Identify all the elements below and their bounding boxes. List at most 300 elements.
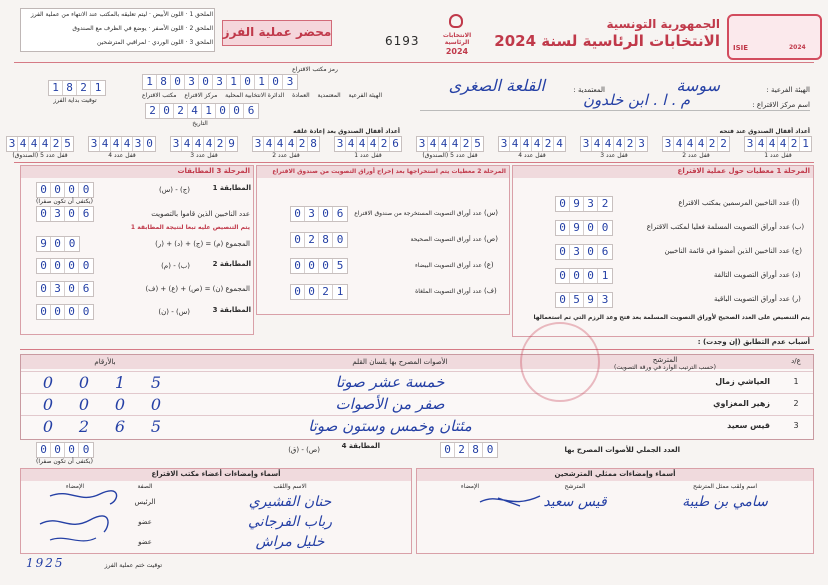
stage1-digit: 0 xyxy=(556,245,570,259)
m2-formula: (ب) - (م) xyxy=(161,262,190,270)
stage3-note2: يتم التنصيص عليه تبعا لنتيجة المطابقة 1 xyxy=(130,224,250,231)
observer-signature xyxy=(480,496,540,506)
office-code-digit: 0 xyxy=(171,75,185,89)
stage3-title: المرحلة 3 المطابقات xyxy=(177,167,250,175)
end-time-value: 1925 xyxy=(26,556,65,570)
observer-candidate: قيس سعيد xyxy=(543,494,607,510)
republic-title: الجمهورية التونسية xyxy=(606,17,720,31)
absent-digit: 0 xyxy=(37,207,51,221)
after-lock-digit: 2 xyxy=(51,137,62,151)
stage1-row-label: عدد أوراق التصويت المسلمة فعليا لمكتب الاقتراع xyxy=(646,223,790,231)
before-lock-digit: 2 xyxy=(789,137,800,151)
election-title: الانتخابات الرئاسية لسنة 2024 xyxy=(494,32,720,50)
after-lock-value xyxy=(252,136,320,152)
stage2-row-letter: (ع) xyxy=(484,261,494,269)
after-lock-digit: 2 xyxy=(215,137,226,151)
observers-col-name: اسم ولقب ممثل المترشح xyxy=(692,483,758,490)
before-lock-value xyxy=(580,136,648,152)
members-col-role: الصفة xyxy=(137,483,153,490)
after-lock-value xyxy=(6,136,74,152)
member2-signature xyxy=(50,538,96,541)
results-row-words: مئتان وخمس وستون صوتا xyxy=(308,417,472,435)
office-code-label: رمز مكتب الاقتراع xyxy=(292,66,338,73)
stage1-digit: 5 xyxy=(570,293,584,307)
before-lock-digit: 4 xyxy=(603,137,614,151)
m1-label: المطابقة 1 xyxy=(212,184,251,192)
after-lock-digit: 4 xyxy=(182,137,193,151)
office-code-digit: 1 xyxy=(255,75,269,89)
attachment-1-label: الملحق 1 xyxy=(189,11,213,18)
results-row-digits xyxy=(30,395,174,414)
attachment-notes xyxy=(20,8,215,52)
total-value xyxy=(440,442,498,458)
stage1-row-label: عدد الناخبين الذين أمضوا في قائمة الناخبين xyxy=(664,247,790,255)
stage2-row-label: عدد أوراق التصويت الملغاة xyxy=(415,288,482,295)
before-lock-digit: 5 xyxy=(474,137,481,150)
m4-digit: 0 xyxy=(82,443,90,456)
office-code-parts xyxy=(142,92,382,99)
before-lock-digit: 4 xyxy=(674,137,685,151)
election-logo-year: 2024 xyxy=(445,47,469,56)
start-time-digit: 8 xyxy=(63,81,77,95)
observer-name: سامي بن طيبة xyxy=(682,494,768,510)
results-digit: 0 xyxy=(42,395,54,414)
office-code-digit: 3 xyxy=(286,75,294,88)
m2-digit: 0 xyxy=(51,259,65,273)
stage1-row-letter: (ب) xyxy=(792,223,805,231)
attachment-2-color: اللون الأصفر xyxy=(152,25,184,32)
date-digit: 0 xyxy=(216,104,230,118)
office-code-digit: 1 xyxy=(143,75,157,89)
before-lock-digit: 4 xyxy=(767,137,778,151)
date-digit: 2 xyxy=(146,104,160,118)
sum-n-digit: 3 xyxy=(51,282,65,296)
end-time-label: توقيت ختم عملية الفرز xyxy=(104,562,162,569)
members-col-name: الاسم واللقب xyxy=(273,483,307,490)
sum-n-value xyxy=(36,281,94,297)
office-code-digit: 8 xyxy=(157,75,171,89)
before-lock-digit: 3 xyxy=(638,137,645,150)
date-digits xyxy=(145,103,259,119)
before-lock-digit: 4 xyxy=(439,137,450,151)
mismatch-label: أسباب عدم التطابق (إن وجدت) : xyxy=(697,338,810,346)
member-name: خليل مراش xyxy=(255,534,325,550)
results-row-words: صفر من الأصوات xyxy=(335,395,445,413)
m4-digit: 0 xyxy=(51,443,65,457)
after-lock-digit: 4 xyxy=(357,137,368,151)
locks-divider xyxy=(14,162,814,163)
sum-n-digit: 0 xyxy=(37,282,51,296)
stage1-row-value xyxy=(555,244,613,260)
stage1-row-label: عدد أوراق التصويت التالفة xyxy=(713,271,790,279)
after-lock-digit: 4 xyxy=(29,137,40,151)
stage1-row-letter: (د) xyxy=(792,271,801,279)
stage1-row-label: عدد الناخبين المرسمين بمكتب الاقتراع xyxy=(678,199,790,207)
stage1-digit: 0 xyxy=(584,221,598,235)
results-row-num: 2 xyxy=(793,399,799,408)
absent-digit: 0 xyxy=(65,207,79,221)
office-code-digit: 0 xyxy=(241,75,255,89)
after-lock-value xyxy=(334,136,402,152)
after-lock-digit: 2 xyxy=(297,137,308,151)
member-name: حنان القشيري xyxy=(248,494,332,510)
results-digit: 0 xyxy=(42,417,54,436)
before-lock-digit: 1 xyxy=(802,137,809,150)
results-digit: 2 xyxy=(78,417,90,436)
stage2-row-value xyxy=(290,206,348,222)
official-stamp-icon xyxy=(520,322,600,402)
before-lock-value xyxy=(498,136,566,152)
m4-digit: 0 xyxy=(37,443,51,457)
after-lock-digit: 3 xyxy=(89,137,100,151)
stage1-digit: 9 xyxy=(584,293,598,307)
stage2-digit: 0 xyxy=(305,259,319,273)
sum-n-digit: 0 xyxy=(65,282,79,296)
results-row-words: خمسة عشر صوتا xyxy=(335,373,445,391)
after-lock-digit: 4 xyxy=(286,137,297,151)
stage2-digit: 0 xyxy=(291,285,305,299)
before-lock-digit: 2 xyxy=(707,137,718,151)
after-lock-digit: 3 xyxy=(335,137,346,151)
locks-before-label: أعداد أقفال الصندوق عند فتحه xyxy=(719,128,810,135)
after-lock-digit: 3 xyxy=(171,137,182,151)
office-code-digit: 0 xyxy=(269,75,283,89)
absent-digit: 3 xyxy=(51,207,65,221)
before-lock-digit: 4 xyxy=(696,137,707,151)
before-lock-label: قفل عدد 2 xyxy=(682,152,710,159)
stage1-row-value xyxy=(555,268,613,284)
results-row-name: قيس سعيد xyxy=(727,421,770,430)
sum-m-digit: 0 xyxy=(51,237,65,251)
total-digit: 0 xyxy=(441,443,455,457)
stage2-row-label: عدد أوراق التصويت الصحيحة xyxy=(410,236,482,243)
stage1-note: يتم التنصيص على العدد الصحيح لأوراق التصويت المسلمة بعد فتح وعد الرزم التي تم استعمالها xyxy=(533,314,810,321)
after-lock-value xyxy=(88,136,156,152)
m3-digit: 0 xyxy=(65,305,79,319)
observers-col-candidate: المترشح xyxy=(564,483,586,490)
absent-label: عدد الناخبين الذين قاموا بالتصويت xyxy=(151,210,250,218)
after-lock-digit: 4 xyxy=(193,137,204,151)
after-lock-digit: 4 xyxy=(100,137,111,151)
isie-logo xyxy=(727,14,822,60)
before-lock-digit: 2 xyxy=(720,137,727,150)
stage1-digit: 0 xyxy=(556,221,570,235)
stage2-digit: 8 xyxy=(319,233,333,247)
president-signature xyxy=(50,491,117,504)
before-lock-value xyxy=(662,136,730,152)
results-digit: 0 xyxy=(78,373,90,392)
subregion-label: الهيئة الفرعية : xyxy=(766,86,810,94)
date-digit: 6 xyxy=(247,104,255,117)
stage1-row-value xyxy=(555,196,613,212)
isie-logo-year: 2024 xyxy=(789,44,806,51)
m4-digit: 0 xyxy=(65,443,79,457)
observers-title: أسماء وإمضاءات ممثلي المترشحين xyxy=(554,470,676,478)
after-lock-digit: 4 xyxy=(264,137,275,151)
stage2-digit: 0 xyxy=(319,259,333,273)
results-digit: 5 xyxy=(150,417,162,436)
results-digit: 0 xyxy=(42,373,54,392)
after-lock-digit: 3 xyxy=(133,137,144,151)
stage1-digit: 0 xyxy=(556,293,570,307)
stage1-row-letter: (ر) xyxy=(792,295,801,303)
results-row-name: العياشي زمال xyxy=(715,377,770,386)
after-lock-digit: 3 xyxy=(7,137,18,151)
results-candidate-header: المترشح xyxy=(652,356,678,364)
results-row-digits xyxy=(30,417,174,436)
m4-label: المطابقة 4 xyxy=(341,442,380,450)
m4-hint: (يكتفى أن تكون صفرا) xyxy=(36,458,93,465)
m2-digit: 0 xyxy=(82,259,90,272)
total-digit: 8 xyxy=(469,443,483,457)
absent-digit: 6 xyxy=(82,207,90,220)
m1-digit: 0 xyxy=(82,183,90,196)
results-row-line xyxy=(21,371,813,372)
results-row-line xyxy=(21,393,813,394)
after-lock-label: قفل عدد 3 xyxy=(190,152,218,159)
m1-digit: 0 xyxy=(37,183,51,197)
stage2-row-label: عدد أوراق التصويت البيضاء xyxy=(414,262,482,269)
after-lock-label: قفل عدد 4 xyxy=(108,152,136,159)
after-lock-label: قفل عدد 2 xyxy=(272,152,300,159)
before-lock-label: قفل عدد 4 xyxy=(518,152,546,159)
before-lock-digit: 4 xyxy=(685,137,696,151)
stage2-digit: 0 xyxy=(319,207,333,221)
member-role: عضو xyxy=(138,538,152,546)
before-lock-digit: 3 xyxy=(745,137,756,151)
sum-m-digit: 9 xyxy=(37,237,51,251)
stage1-digit: 2 xyxy=(601,197,609,210)
code-part-label: العمادة xyxy=(292,92,310,99)
stage2-digit: 0 xyxy=(291,233,305,247)
stage2-digit: 1 xyxy=(336,285,344,298)
m1-digit: 0 xyxy=(51,183,65,197)
stage2-digit: 5 xyxy=(336,259,344,272)
results-digit: 0 xyxy=(114,395,126,414)
office-code-digit: 1 xyxy=(227,75,241,89)
subregion-value: سوسة xyxy=(676,76,720,95)
m3-digit: 0 xyxy=(51,305,65,319)
after-lock-digit: 6 xyxy=(392,137,399,150)
before-lock-digit: 2 xyxy=(543,137,554,151)
attachment-3: الملحق 3 · اللون الوردي · لمراقبي المترشحين xyxy=(96,39,213,46)
stage2-digit: 0 xyxy=(291,259,305,273)
stage1-digit: 9 xyxy=(570,221,584,235)
stage1-digit: 0 xyxy=(584,245,598,259)
total-digit: 0 xyxy=(486,443,494,456)
members-col-signature: الإمضاء xyxy=(65,483,85,490)
attachment-1-color: اللون الأبيض xyxy=(152,11,184,18)
locks-after-label: أعداد أقفال الصندوق بعد إعادة غلقه xyxy=(293,128,400,135)
location-underline xyxy=(420,110,810,111)
m1-formula: (ج) - (س) xyxy=(159,186,190,194)
m1-hint: (يكتفى أن تكون صفرا) xyxy=(36,198,93,205)
m3-value xyxy=(36,304,94,320)
isie-short: ISIE xyxy=(733,44,749,52)
stage1-title: المرحلة 1 معطيات حول عملية الاقتراع xyxy=(677,167,810,175)
form-title: محضر عملية الفرز xyxy=(222,25,332,39)
start-time-digit: 1 xyxy=(49,81,63,95)
code-part-label: المعتمدية xyxy=(317,92,341,99)
stage1-digit: 0 xyxy=(601,221,609,234)
m2-digit: 0 xyxy=(37,259,51,273)
before-lock-digit: 4 xyxy=(532,137,543,151)
sum-m-value xyxy=(36,236,80,252)
before-lock-digit: 4 xyxy=(510,137,521,151)
results-candidate-sub: (حسب الترتيب الوارد في ورقة التصويت) xyxy=(614,364,716,371)
results-row-num: 1 xyxy=(793,377,799,386)
before-lock-digit: 4 xyxy=(756,137,767,151)
attachment-1: الملحق 1 · اللون الأبيض · ليتم تعليقه بالمكتب عند الانتهاء من عملية الفرز xyxy=(30,11,213,18)
code-part-label: الهيئة الفرعية xyxy=(348,92,382,99)
m3-digit: 0 xyxy=(37,305,51,319)
stage2-row-label: عدد أوراق التصويت المستخرجة من صندوق الاقتراع xyxy=(354,210,482,217)
stage2-row-letter: (س) xyxy=(484,209,499,217)
results-digit: 0 xyxy=(150,395,162,414)
after-lock-label: قفل عدد 1 xyxy=(354,152,382,159)
delegation-label: المعتمدية : xyxy=(573,86,605,94)
attachment-3-text: لمراقبي المترشحين xyxy=(96,39,147,46)
results-digit: 1 xyxy=(114,373,126,392)
results-digit: 5 xyxy=(150,373,162,392)
results-digit: 6 xyxy=(114,417,126,436)
stage1-digit: 1 xyxy=(601,269,609,282)
total-label: العدد الجملي للأصوات المصرح بها xyxy=(564,446,680,454)
m2-value xyxy=(36,258,94,274)
attachment-2: الملحق 2 · اللون الأصفر · يوضع في الظرف مع الصندوق xyxy=(72,25,213,32)
office-code-digit: 3 xyxy=(185,75,199,89)
doc-number: 6193 xyxy=(385,34,420,48)
date-digit: 1 xyxy=(202,104,216,118)
stage2-row-value xyxy=(290,284,348,300)
stage1-digit: 0 xyxy=(556,197,570,211)
member-name: رباب الفرجاني xyxy=(248,514,332,530)
stage2-row-value xyxy=(290,258,348,274)
before-lock-digit: 4 xyxy=(592,137,603,151)
office-code-digit: 0 xyxy=(199,75,213,89)
stage2-digit: 3 xyxy=(305,207,319,221)
before-lock-digit: 4 xyxy=(614,137,625,151)
before-lock-digit: 4 xyxy=(428,137,439,151)
before-lock-label: قفل عدد 1 xyxy=(764,152,792,159)
results-row-name: زهير المغزاوي xyxy=(713,399,770,408)
m1-value xyxy=(36,182,94,198)
stage1-digit: 6 xyxy=(601,245,609,258)
attachment-2-text: يوضع في الظرف مع الصندوق xyxy=(72,25,147,32)
stage2-row-letter: (ف) xyxy=(484,287,497,295)
before-lock-digit: 2 xyxy=(625,137,636,151)
date-digit: 2 xyxy=(174,104,188,118)
after-lock-digit: 4 xyxy=(275,137,286,151)
before-lock-value xyxy=(416,136,484,152)
member1-signature xyxy=(40,516,108,532)
member-role: عضو xyxy=(138,518,152,526)
observers-col-signature: الإمضاء xyxy=(460,483,480,490)
stage2-digit: 0 xyxy=(336,233,344,246)
total-digit: 2 xyxy=(455,443,469,457)
stage2-row-letter: (ص) xyxy=(484,235,498,243)
tunisia-map-icon xyxy=(449,14,463,28)
attachment-3-color: اللون الوردي xyxy=(151,39,184,46)
m4-value xyxy=(36,442,94,458)
handwritten-signatures xyxy=(20,488,814,554)
absent-value xyxy=(36,206,94,222)
stage1-row-letter: (ج) xyxy=(792,247,802,255)
start-time-digits xyxy=(48,80,106,96)
members-title: أسماء وإمضاءات أعضاء مكتب الاقتراع xyxy=(151,470,281,478)
attachment-2-label: الملحق 2 xyxy=(189,25,213,32)
results-row-num: 3 xyxy=(793,421,799,430)
date-digit: 4 xyxy=(188,104,202,118)
mismatch-line xyxy=(20,349,814,350)
before-lock-digit: 4 xyxy=(778,137,789,151)
center-label: اسم مركز الاقتراع : xyxy=(752,101,810,109)
before-lock-digit: 3 xyxy=(499,137,510,151)
election-logo-text: الانتخابات الرئاسية xyxy=(442,32,472,46)
results-digits-header: بالأرقام xyxy=(94,358,116,366)
office-code-digits xyxy=(142,74,298,90)
stage1-digit: 3 xyxy=(584,197,598,211)
stage1-row-value xyxy=(555,220,613,236)
center-value: م . ا . ابن خلدون xyxy=(583,91,690,109)
after-lock-digit: 4 xyxy=(368,137,379,151)
results-words-header: الأصوات المصرح بها بلسان القلم xyxy=(352,358,448,366)
attachment-3-label: الملحق 3 xyxy=(189,39,213,46)
header-divider xyxy=(14,62,814,63)
before-lock-label: قفل عدد 3 xyxy=(600,152,628,159)
before-lock-digit: 3 xyxy=(663,137,674,151)
attachment-1-text: ليتم تعليقه بالمكتب عند الانتهاء من عملية الفرز xyxy=(30,11,148,18)
election-logo xyxy=(432,14,482,58)
m3-digit: 0 xyxy=(82,305,90,318)
stage1-digit: 3 xyxy=(570,245,584,259)
stage1-row-label: عدد أوراق التصويت الباقية xyxy=(714,295,790,303)
m2-label: المطابقة 2 xyxy=(212,260,251,268)
stage2-row-value xyxy=(290,232,348,248)
sum-n-label: المجموع (ن) = (ص) + (ع) + (ف) xyxy=(145,285,250,293)
after-lock-digit: 4 xyxy=(122,137,133,151)
stage2-title: المرحلة 2 معطيات يتم استخراجها بعد إخراج أوراق التصويت من صندوق الاقتراع xyxy=(272,168,506,175)
before-lock-digit: 3 xyxy=(581,137,592,151)
stage2-digit: 2 xyxy=(305,233,319,247)
sum-m-digit: 0 xyxy=(68,237,76,250)
after-lock-digit: 4 xyxy=(204,137,215,151)
m3-label: المطابقة 3 xyxy=(212,306,251,314)
results-row-line xyxy=(21,415,813,416)
code-part-label: مركز الاقتراع xyxy=(184,92,218,99)
after-lock-digit: 0 xyxy=(146,137,153,150)
after-lock-label: قفل عدد 5 (الصندوق) xyxy=(12,152,68,159)
before-lock-label: قفل عدد 5 (الصندوق) xyxy=(422,152,478,159)
m3-formula: (س) - (ن) xyxy=(158,308,190,316)
after-lock-digit: 4 xyxy=(111,137,122,151)
stage2-digit: 6 xyxy=(336,207,344,220)
start-time-digit: 2 xyxy=(77,81,91,95)
stage2-digit: 0 xyxy=(305,285,319,299)
after-lock-digit: 8 xyxy=(310,137,317,150)
before-lock-value xyxy=(744,136,812,152)
start-time-digit: 1 xyxy=(94,81,102,94)
date-digit: 0 xyxy=(230,104,244,118)
date-label: التاريخ xyxy=(192,120,208,127)
after-lock-digit: 4 xyxy=(40,137,51,151)
before-lock-digit: 4 xyxy=(450,137,461,151)
office-code-digit: 3 xyxy=(213,75,227,89)
results-row-digits xyxy=(30,373,174,392)
date-digit: 0 xyxy=(160,104,174,118)
before-lock-digit: 4 xyxy=(556,137,563,150)
delegation-value: القلعة الصغرى xyxy=(448,76,545,95)
